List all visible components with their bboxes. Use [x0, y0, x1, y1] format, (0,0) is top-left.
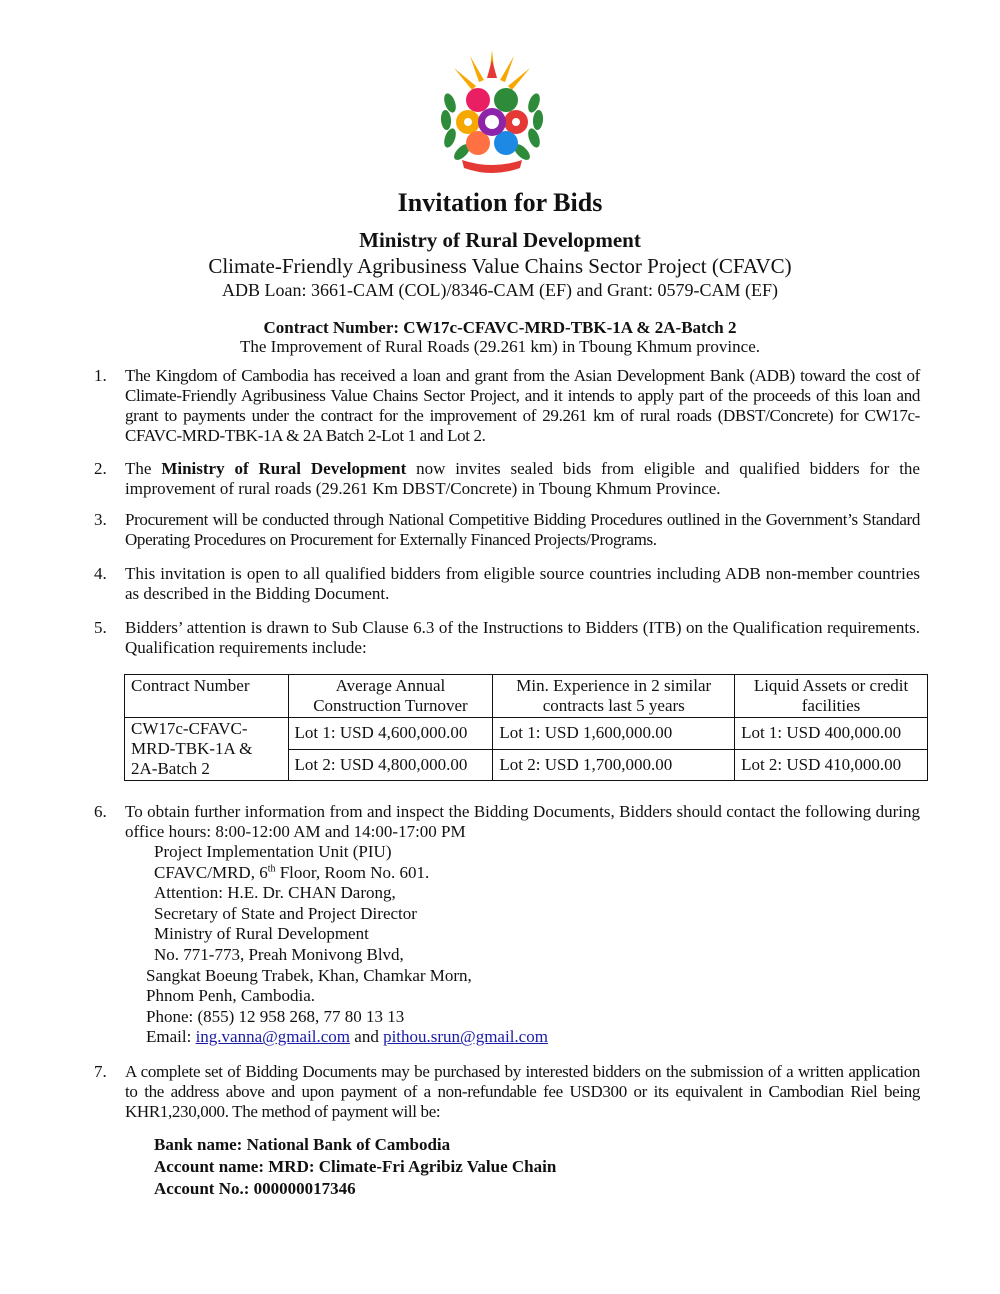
- column-header: Average Annual Construction Turnover: [288, 675, 493, 718]
- improvement-subtitle: The Improvement of Rural Roads (29.261 km) in Tboung Khmum province.: [240, 337, 760, 356]
- item-number: 1.: [94, 366, 107, 385]
- ribbon-banner-icon: [462, 160, 522, 173]
- item-number: 7.: [94, 1062, 107, 1081]
- item-number: 6.: [94, 802, 107, 821]
- table-cell: Lot 1: USD 4,600,000.00: [288, 718, 493, 750]
- table-cell: Lot 1: USD 1,600,000.00: [493, 718, 735, 750]
- column-header: Contract Number: [125, 675, 289, 718]
- list-item-4: [94, 564, 920, 604]
- item-number: 3.: [94, 510, 107, 529]
- column-header: Liquid Assets or credit facilities: [735, 675, 928, 718]
- table-cell: Lot 2: USD 4,800,000.00: [288, 749, 493, 781]
- flower-petals-icon: [456, 88, 528, 155]
- address-line: Project Implementation Unit (PIU): [154, 842, 392, 861]
- project-name: Climate-Friendly Agribusiness Value Chains Sector Project (CFAVC): [208, 254, 792, 278]
- item-text: Bidders’ attention is drawn to Sub Clause 6.3 of the Instructions to Bidders (ITB) on the Qualification requirements. Qualification requirements include:: [125, 618, 920, 657]
- account-name: Account name: MRD: Climate-Fri Agribiz Value Chain: [154, 1157, 557, 1176]
- item-text: Procurement will be conducted through National Competitive Bidding Procedures outlined in the Government’s Standard Operating Procedures on Procurement for Externally Financed Projects/Programs.: [125, 510, 920, 549]
- bank-name: Bank name: National Bank of Cambodia: [154, 1135, 451, 1154]
- list-item-5: [94, 618, 920, 658]
- table-cell: Lot 1: USD 400,000.00: [735, 718, 928, 750]
- address-line: CFAVC/MRD, 6th Floor, Room No. 601.: [154, 862, 430, 882]
- list-item-3: [94, 510, 920, 550]
- ministry-emblem-logo: [432, 48, 552, 178]
- email-line: Email: ing.vanna@gmail.com and pithou.srun@gmail.com: [146, 1027, 548, 1047]
- address-line: Ministry of Rural Development: [154, 924, 369, 944]
- account-number: Account No.: 000000017346: [154, 1179, 356, 1198]
- item-number: 2.: [94, 459, 107, 478]
- list-item-7: [94, 1062, 920, 1122]
- address-line: Attention: H.E. Dr. CHAN Darong,: [154, 883, 396, 903]
- document-title: Invitation for Bids: [397, 188, 603, 217]
- list-item-6: [94, 802, 920, 842]
- item-text: The Ministry of Rural Development now invites sealed bids from eligible and qualified bidders for the improvement of rural roads (29.261 Km DBST/Concrete) in Tboung Khmum Province.: [125, 459, 920, 498]
- item-number: 4.: [94, 564, 107, 583]
- item-number: 5.: [94, 618, 107, 637]
- address-line: No. 771-773, Preah Monivong Blvd,: [154, 944, 404, 964]
- address-line: Phnom Penh, Cambodia.: [146, 986, 316, 1006]
- table-cell: Lot 2: USD 1,700,000.00: [493, 749, 735, 781]
- item-text: The Kingdom of Cambodia has received a loan and grant from the Asian Development Bank (ADB) toward the cost of Climate-Friendly Agribusiness Value Chains Sector Project, and it intends to apply part of the proceeds of this loan and grant to payments under the contract for the improvement of 29.261 km of rural roads (DBST/Concrete) for CW17c-CFAVC-MRD-TBK-1A & 2A Batch 2-Lot 1 and Lot 2.: [125, 366, 920, 445]
- table-row: [125, 718, 928, 750]
- column-header: Min. Experience in 2 similar contracts last 5 years: [493, 675, 735, 718]
- table-cell-contract: CW17c-CFAVC-MRD-TBK-1A & 2A-Batch 2: [125, 718, 289, 781]
- email-link-1[interactable]: ing.vanna@gmail.com: [195, 1027, 351, 1047]
- contract-number: Contract Number: CW17c-CFAVC-MRD-TBK-1A & 2A-Batch 2: [263, 318, 737, 337]
- email-link-2[interactable]: pithou.srun@gmail.com: [383, 1027, 548, 1047]
- table-cell: Lot 2: USD 410,000.00: [735, 749, 928, 781]
- item-text: To obtain further information from and inspect the Bidding Documents, Bidders should contact the following during office hours: 8:00-12:00 AM and 14:00-17:00 PM: [125, 802, 920, 841]
- contact-address-block: [146, 842, 548, 1048]
- address-line: Secretary of State and Project Director: [154, 903, 417, 923]
- phone-line: Phone: (855) 12 958 268, 77 80 13 13: [146, 1006, 405, 1026]
- address-line: Sangkat Boeung Trabek, Khan, Chamkar Morn,: [146, 965, 472, 985]
- bank-details: [154, 1135, 556, 1201]
- ministry-bold-text: Ministry of Rural Development: [161, 459, 407, 478]
- sun-rays-icon: [454, 50, 530, 90]
- item-text: A complete set of Bidding Documents may be purchased by interested bidders on the submission of a written application to the address above and upon payment of a non-refundable fee USD300 or its equivalent in Cambodian Riel being KHR1,230,000. The method of payment will be:: [125, 1062, 920, 1121]
- table-header-row: [125, 675, 928, 718]
- qualification-table: [124, 674, 928, 781]
- ministry-name: Ministry of Rural Development: [359, 228, 641, 252]
- list-item-1: [94, 366, 920, 446]
- loan-reference: ADB Loan: 3661-CAM (COL)/8346-CAM (EF) and Grant: 0579-CAM (EF): [222, 280, 778, 300]
- list-item-2: [94, 459, 920, 499]
- item-text: This invitation is open to all qualified bidders from eligible source countries including ADB non-member countries as described in the Bidding Document.: [125, 564, 920, 603]
